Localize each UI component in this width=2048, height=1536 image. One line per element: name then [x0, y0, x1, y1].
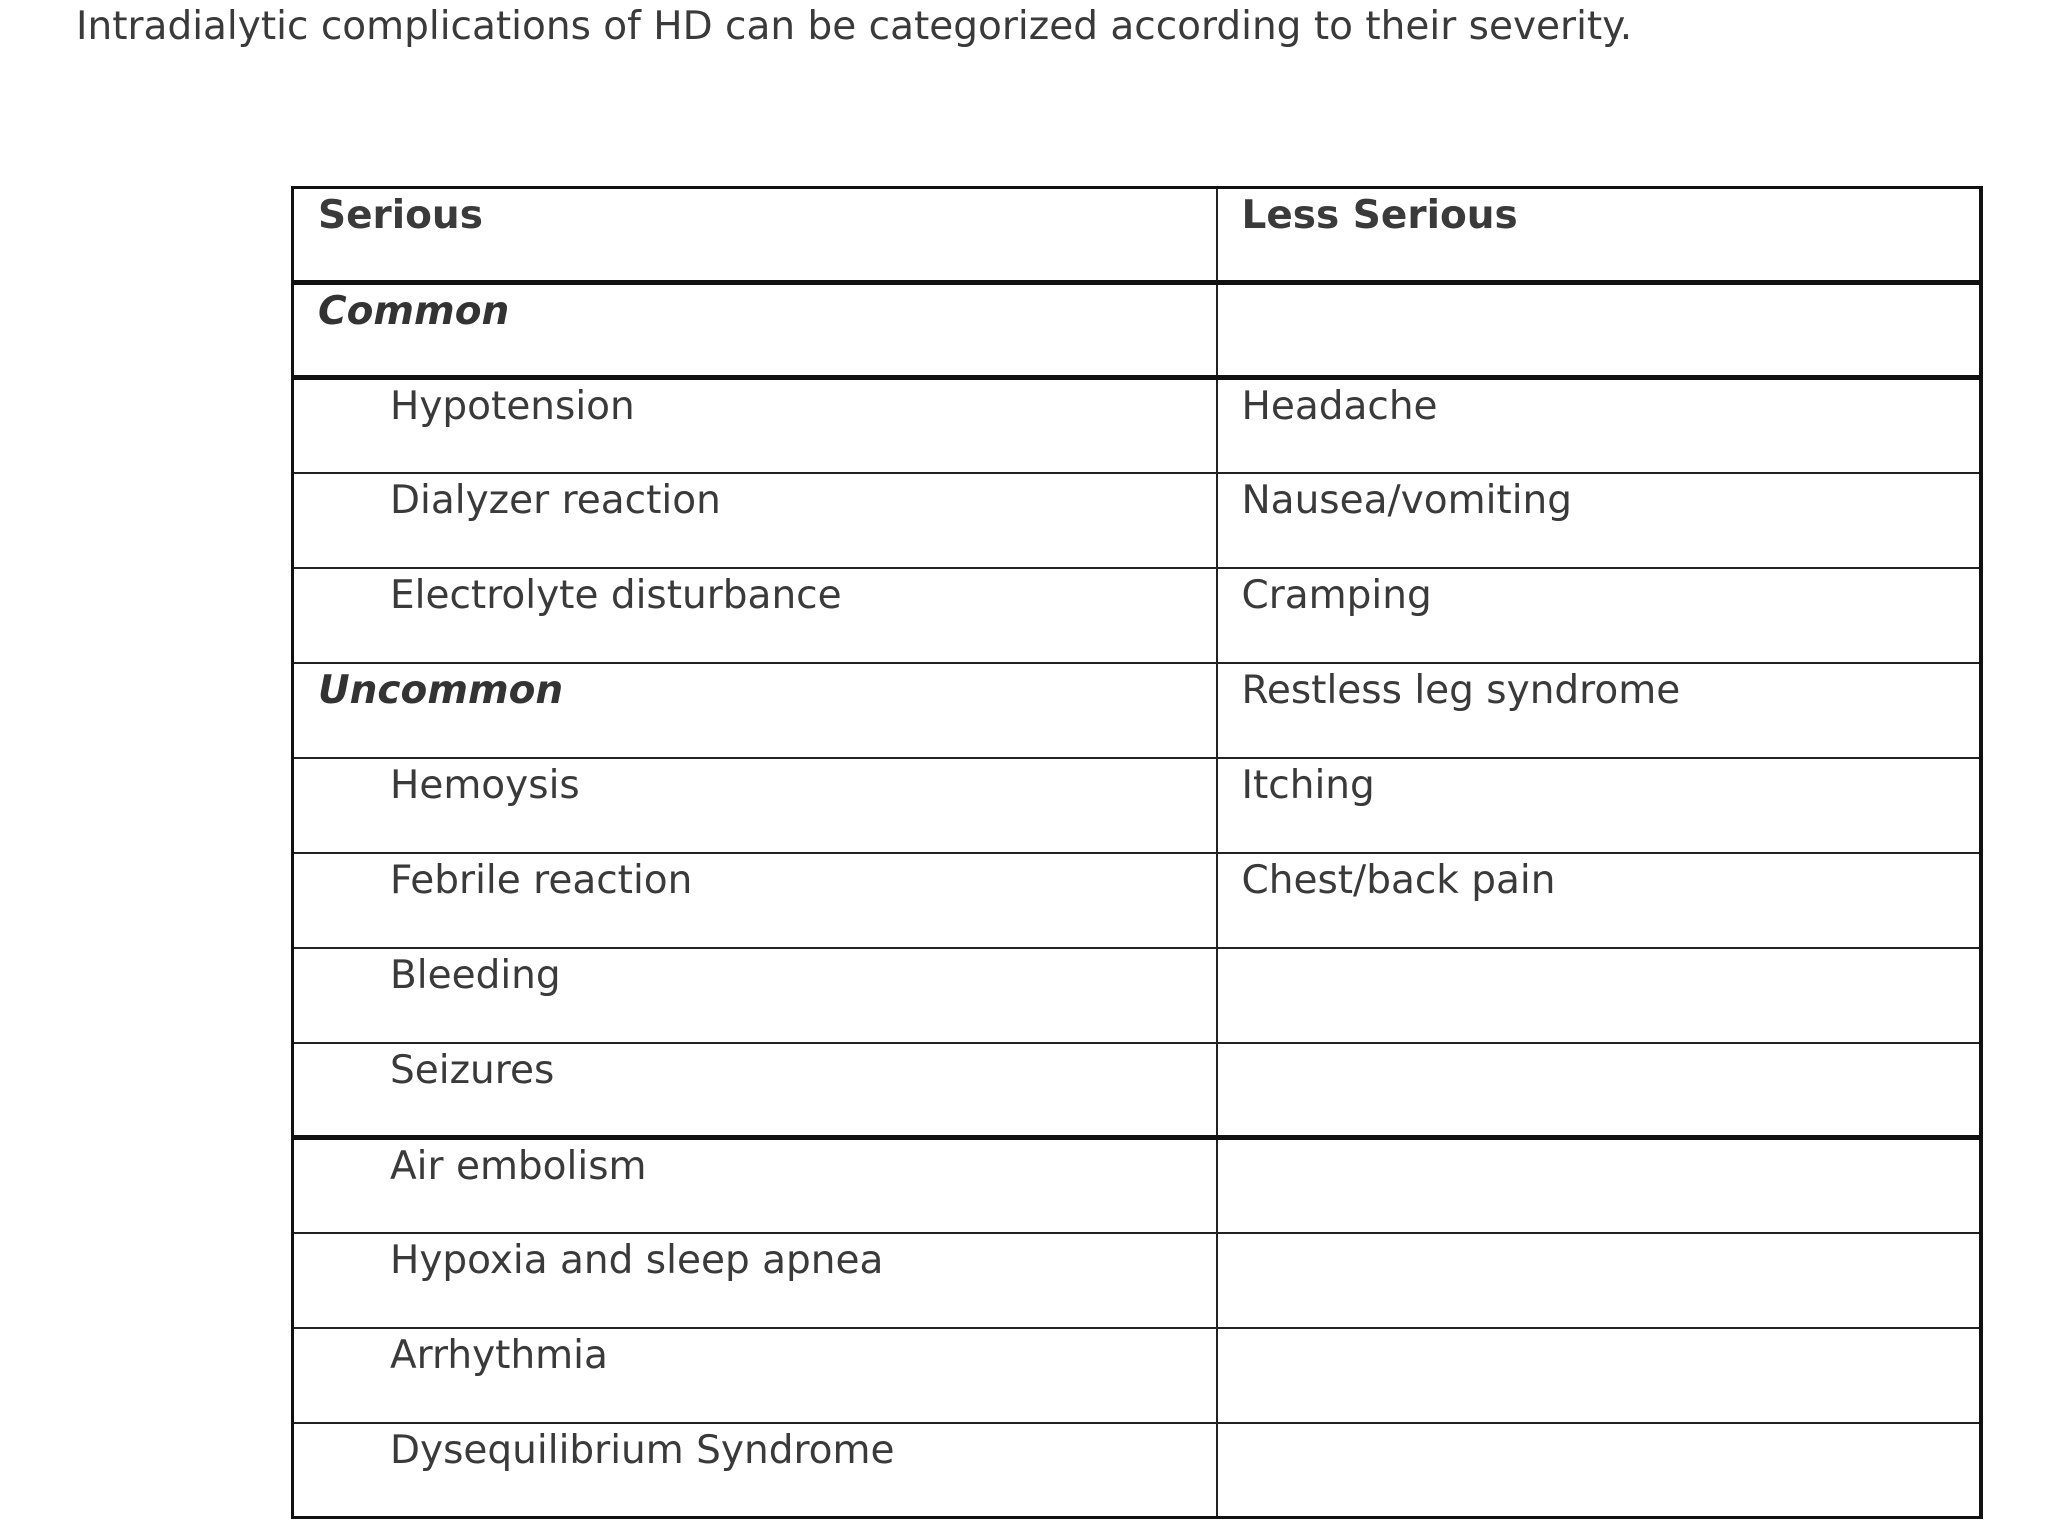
less-serious-cell: [1217, 1043, 1981, 1138]
serious-cell: Dysequilibrium Syndrome: [293, 1423, 1217, 1518]
serious-cell: Bleeding: [293, 948, 1217, 1043]
serious-cell: Air embolism: [293, 1138, 1217, 1233]
less-serious-cell: [1217, 1328, 1981, 1423]
table-row: [293, 948, 1981, 1043]
table-row: [293, 568, 1981, 663]
less-serious-cell: Itching: [1217, 758, 1981, 853]
table-row: [293, 1328, 1981, 1423]
less-serious-cell: Restless leg syndrome: [1217, 663, 1981, 758]
serious-cell: Dialyzer reaction: [293, 473, 1217, 568]
table-header-row: [293, 188, 1981, 283]
serious-cell: Hypoxia and sleep apnea: [293, 1233, 1217, 1328]
less-serious-cell: [1217, 283, 1981, 378]
less-serious-cell: [1217, 948, 1981, 1043]
less-serious-cell: [1217, 1423, 1981, 1518]
complications-table: [291, 186, 1983, 1519]
header-serious: Serious: [293, 188, 1217, 283]
table-row: [293, 758, 1981, 853]
group-label-common: Common: [293, 283, 1217, 378]
header-less-serious: Less Serious: [1217, 188, 1981, 283]
table-row: [293, 1043, 1981, 1138]
less-serious-cell: [1217, 1138, 1981, 1233]
serious-cell: Arrhythmia: [293, 1328, 1217, 1423]
table-row: [293, 853, 1981, 948]
table-row: [293, 473, 1981, 568]
less-serious-cell: Cramping: [1217, 568, 1981, 663]
serious-cell: Seizures: [293, 1043, 1217, 1138]
serious-cell: Electrolyte disturbance: [293, 568, 1217, 663]
table-row: [293, 1423, 1981, 1518]
table-row: [293, 663, 1981, 758]
table-row: [293, 283, 1981, 378]
table-row: [293, 1138, 1981, 1233]
serious-cell: Febrile reaction: [293, 853, 1217, 948]
less-serious-cell: Headache: [1217, 378, 1981, 473]
group-label-uncommon: Uncommon: [293, 663, 1217, 758]
table-row: [293, 1233, 1981, 1328]
serious-cell: Hemoysis: [293, 758, 1217, 853]
less-serious-cell: [1217, 1233, 1981, 1328]
less-serious-cell: Chest/back pain: [1217, 853, 1981, 948]
intro-text: Intradialytic complications of HD can be categorized according to their severity.: [76, 4, 1633, 49]
serious-cell: Hypotension: [293, 378, 1217, 473]
less-serious-cell: Nausea/vomiting: [1217, 473, 1981, 568]
table-row: [293, 378, 1981, 473]
